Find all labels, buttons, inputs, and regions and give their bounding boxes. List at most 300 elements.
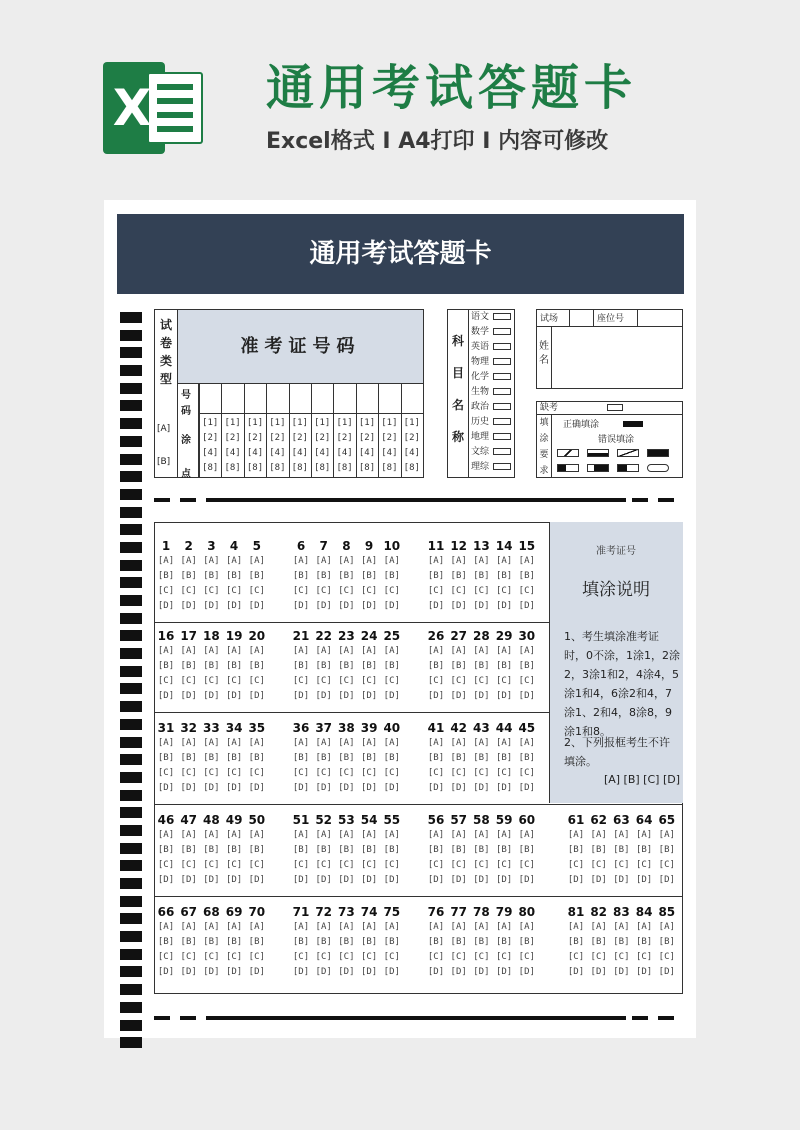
subject-checkbox[interactable] — [493, 418, 511, 425]
answer-bubble[interactable]: [D] — [292, 783, 310, 793]
answer-bubble[interactable]: [C] — [248, 586, 265, 596]
answer-bubble[interactable]: [C] — [495, 676, 513, 686]
answer-bubble[interactable]: [B] — [360, 661, 378, 671]
answer-bubble[interactable]: [D] — [225, 967, 243, 977]
answer-bubble[interactable]: [D] — [292, 691, 310, 701]
answer-bubble[interactable]: [D] — [427, 967, 445, 977]
answer-bubble[interactable]: [C] — [338, 768, 355, 778]
answer-bubble[interactable]: [D] — [338, 783, 355, 793]
answer-bubble[interactable]: [C] — [292, 768, 310, 778]
admission-digit[interactable]: [8] — [381, 463, 398, 473]
answer-bubble[interactable]: [D] — [427, 601, 445, 611]
answer-bubble[interactable]: [C] — [473, 952, 490, 962]
answer-bubble[interactable]: [A] — [315, 922, 332, 932]
answer-bubble[interactable]: [A] — [473, 646, 490, 656]
answer-bubble[interactable]: [C] — [225, 586, 243, 596]
answer-bubble[interactable]: [C] — [427, 952, 445, 962]
answer-bubble[interactable]: [A] — [450, 922, 467, 932]
answer-bubble[interactable]: [A] — [360, 922, 378, 932]
answer-bubble[interactable]: [D] — [450, 875, 467, 885]
answer-bubble[interactable]: [B] — [383, 845, 400, 855]
answer-bubble[interactable]: [A] — [518, 556, 535, 566]
answer-bubble[interactable]: [D] — [292, 601, 310, 611]
answer-bubble[interactable]: [D] — [495, 691, 513, 701]
answer-bubble[interactable]: [C] — [225, 768, 243, 778]
answer-bubble[interactable]: [B] — [495, 937, 513, 947]
admission-digit[interactable]: [8] — [246, 463, 264, 473]
answer-bubble[interactable]: [A] — [567, 922, 585, 932]
answer-bubble[interactable]: [D] — [157, 875, 175, 885]
answer-bubble[interactable]: [A] — [203, 830, 220, 840]
answer-bubble[interactable]: [C] — [248, 676, 265, 686]
answer-bubble[interactable]: [B] — [248, 753, 265, 763]
answer-bubble[interactable]: [C] — [450, 768, 467, 778]
answer-bubble[interactable]: [D] — [203, 783, 220, 793]
answer-bubble[interactable]: [C] — [495, 768, 513, 778]
answer-bubble[interactable]: [A] — [157, 738, 175, 748]
answer-bubble[interactable]: [B] — [203, 571, 220, 581]
admission-digit[interactable]: [8] — [291, 463, 308, 473]
answer-bubble[interactable]: [A] — [427, 830, 445, 840]
answer-bubble[interactable]: [B] — [315, 753, 332, 763]
answer-bubble[interactable]: [A] — [292, 556, 310, 566]
answer-bubble[interactable]: [C] — [248, 952, 265, 962]
answer-bubble[interactable]: [A] — [292, 830, 310, 840]
answer-bubble[interactable]: [D] — [427, 875, 445, 885]
answer-bubble[interactable]: [A] — [635, 830, 653, 840]
answer-bubble[interactable]: [C] — [473, 676, 490, 686]
answer-bubble[interactable]: [A] — [427, 646, 445, 656]
answer-bubble[interactable]: [D] — [315, 601, 332, 611]
answer-bubble[interactable]: [C] — [203, 676, 220, 686]
answer-bubble[interactable]: [B] — [518, 753, 535, 763]
answer-bubble[interactable]: [A] — [360, 738, 378, 748]
answer-bubble[interactable]: [D] — [338, 691, 355, 701]
subject-checkbox[interactable] — [493, 328, 511, 335]
answer-bubble[interactable]: [C] — [360, 952, 378, 962]
admission-digit[interactable]: [1] — [336, 418, 353, 428]
answer-bubble[interactable]: [A] — [383, 922, 400, 932]
answer-bubble[interactable]: [C] — [338, 952, 355, 962]
answer-bubble[interactable]: [C] — [180, 952, 197, 962]
answer-bubble[interactable]: [A] — [180, 738, 197, 748]
answer-bubble[interactable]: [B] — [315, 661, 332, 671]
answer-bubble[interactable]: [C] — [180, 586, 197, 596]
answer-bubble[interactable]: [D] — [495, 783, 513, 793]
answer-bubble[interactable]: [C] — [315, 768, 332, 778]
admission-digit[interactable]: [1] — [202, 418, 219, 428]
admission-digit[interactable]: [1] — [403, 418, 420, 428]
answer-bubble[interactable]: [B] — [427, 753, 445, 763]
answer-bubble[interactable]: [C] — [157, 676, 175, 686]
answer-bubble[interactable]: [A] — [203, 922, 220, 932]
answer-bubble[interactable]: [A] — [427, 922, 445, 932]
answer-bubble[interactable]: [A] — [360, 556, 378, 566]
answer-bubble[interactable]: [D] — [473, 601, 490, 611]
answer-bubble[interactable]: [D] — [450, 967, 467, 977]
subject-checkbox[interactable] — [493, 343, 511, 350]
answer-bubble[interactable]: [B] — [338, 571, 355, 581]
answer-bubble[interactable]: [C] — [450, 952, 467, 962]
admission-digit[interactable]: [4] — [246, 448, 264, 458]
subject-checkbox[interactable] — [493, 448, 511, 455]
answer-bubble[interactable]: [D] — [473, 967, 490, 977]
answer-bubble[interactable]: [C] — [383, 768, 400, 778]
answer-bubble[interactable]: [B] — [315, 937, 332, 947]
admission-digit[interactable]: [8] — [202, 463, 219, 473]
answer-bubble[interactable]: [A] — [180, 922, 197, 932]
answer-bubble[interactable]: [A] — [157, 556, 175, 566]
answer-bubble[interactable]: [A] — [473, 738, 490, 748]
answer-bubble[interactable]: [D] — [590, 967, 607, 977]
answer-bubble[interactable]: [D] — [315, 783, 332, 793]
answer-bubble[interactable]: [D] — [518, 783, 535, 793]
answer-bubble[interactable]: [D] — [590, 875, 607, 885]
answer-bubble[interactable]: [B] — [635, 937, 653, 947]
answer-bubble[interactable]: [D] — [450, 783, 467, 793]
answer-bubble[interactable]: [B] — [613, 937, 630, 947]
answer-bubble[interactable]: [A] — [495, 556, 513, 566]
answer-bubble[interactable]: [A] — [180, 556, 197, 566]
admission-digit[interactable]: [2] — [224, 433, 241, 443]
answer-bubble[interactable]: [D] — [157, 967, 175, 977]
answer-bubble[interactable]: [C] — [248, 860, 265, 870]
answer-bubble[interactable]: [B] — [292, 937, 310, 947]
answer-bubble[interactable]: [C] — [635, 860, 653, 870]
admission-digit[interactable]: [1] — [224, 418, 241, 428]
answer-bubble[interactable]: [B] — [248, 571, 265, 581]
subject-checkbox[interactable] — [493, 403, 511, 410]
answer-bubble[interactable]: [D] — [180, 691, 197, 701]
answer-bubble[interactable]: [B] — [225, 753, 243, 763]
answer-bubble[interactable]: [D] — [495, 967, 513, 977]
answer-bubble[interactable]: [D] — [518, 601, 535, 611]
answer-bubble[interactable]: [B] — [495, 661, 513, 671]
answer-bubble[interactable]: [D] — [157, 783, 175, 793]
answer-bubble[interactable]: [B] — [180, 845, 197, 855]
answer-bubble[interactable]: [D] — [292, 967, 310, 977]
answer-bubble[interactable]: [C] — [360, 676, 378, 686]
answer-bubble[interactable]: [C] — [635, 952, 653, 962]
admission-digit[interactable]: [4] — [381, 448, 398, 458]
answer-bubble[interactable]: [B] — [292, 845, 310, 855]
answer-bubble[interactable]: [B] — [590, 937, 607, 947]
answer-bubble[interactable]: [B] — [338, 937, 355, 947]
answer-bubble[interactable]: [C] — [383, 586, 400, 596]
answer-bubble[interactable]: [A] — [450, 830, 467, 840]
answer-bubble[interactable]: [D] — [658, 875, 675, 885]
answer-bubble[interactable]: [A] — [203, 738, 220, 748]
answer-bubble[interactable]: [B] — [427, 571, 445, 581]
answer-bubble[interactable]: [A] — [473, 556, 490, 566]
answer-bubble[interactable]: [C] — [658, 952, 675, 962]
answer-bubble[interactable]: [A] — [360, 646, 378, 656]
answer-bubble[interactable]: [B] — [248, 661, 265, 671]
answer-bubble[interactable]: [B] — [360, 571, 378, 581]
answer-bubble[interactable]: [B] — [473, 661, 490, 671]
answer-bubble[interactable]: [C] — [157, 586, 175, 596]
answer-bubble[interactable]: [C] — [203, 860, 220, 870]
answer-bubble[interactable]: [D] — [157, 601, 175, 611]
answer-bubble[interactable]: [A] — [518, 922, 535, 932]
answer-bubble[interactable]: [A] — [338, 830, 355, 840]
answer-bubble[interactable]: [C] — [203, 586, 220, 596]
answer-bubble[interactable]: [B] — [518, 661, 535, 671]
answer-bubble[interactable]: [B] — [658, 845, 675, 855]
answer-bubble[interactable]: [D] — [613, 967, 630, 977]
answer-bubble[interactable]: [C] — [613, 860, 630, 870]
admission-digit[interactable]: [2] — [291, 433, 308, 443]
answer-bubble[interactable]: [A] — [225, 556, 243, 566]
answer-bubble[interactable]: [C] — [225, 676, 243, 686]
answer-bubble[interactable]: [A] — [427, 738, 445, 748]
answer-bubble[interactable]: [B] — [225, 937, 243, 947]
answer-bubble[interactable]: [B] — [292, 753, 310, 763]
answer-bubble[interactable]: [C] — [383, 860, 400, 870]
answer-bubble[interactable]: [C] — [315, 676, 332, 686]
answer-bubble[interactable]: [C] — [225, 860, 243, 870]
answer-bubble[interactable]: [B] — [450, 571, 467, 581]
answer-bubble[interactable]: [B] — [427, 937, 445, 947]
admission-digit[interactable]: [2] — [246, 433, 264, 443]
admission-digit[interactable]: [2] — [314, 433, 331, 443]
answer-bubble[interactable]: [B] — [180, 753, 197, 763]
answer-bubble[interactable]: [C] — [315, 860, 332, 870]
answer-bubble[interactable]: [D] — [427, 783, 445, 793]
answer-bubble[interactable]: [A] — [157, 922, 175, 932]
answer-bubble[interactable]: [B] — [180, 937, 197, 947]
answer-bubble[interactable]: [A] — [292, 922, 310, 932]
answer-bubble[interactable]: [A] — [590, 830, 607, 840]
answer-bubble[interactable]: [D] — [383, 783, 400, 793]
answer-bubble[interactable]: [B] — [518, 571, 535, 581]
answer-bubble[interactable]: [B] — [315, 571, 332, 581]
answer-bubble[interactable]: [A] — [248, 556, 265, 566]
admission-digit[interactable]: [4] — [202, 448, 219, 458]
answer-bubble[interactable]: [A] — [225, 738, 243, 748]
answer-bubble[interactable]: [C] — [658, 860, 675, 870]
answer-bubble[interactable]: [B] — [427, 845, 445, 855]
answer-bubble[interactable]: [C] — [315, 586, 332, 596]
answer-bubble[interactable]: [D] — [180, 783, 197, 793]
answer-bubble[interactable]: [C] — [292, 952, 310, 962]
answer-bubble[interactable]: [C] — [495, 860, 513, 870]
answer-bubble[interactable]: [B] — [180, 571, 197, 581]
answer-bubble[interactable]: [B] — [635, 845, 653, 855]
answer-bubble[interactable]: [B] — [590, 845, 607, 855]
answer-bubble[interactable]: [D] — [248, 967, 265, 977]
answer-bubble[interactable]: [D] — [203, 601, 220, 611]
answer-bubble[interactable]: [B] — [203, 845, 220, 855]
answer-bubble[interactable]: [D] — [473, 783, 490, 793]
admission-digit[interactable]: [2] — [269, 433, 286, 443]
admission-digit[interactable]: [4] — [314, 448, 331, 458]
subject-checkbox[interactable] — [493, 373, 511, 380]
answer-bubble[interactable]: [B] — [567, 845, 585, 855]
answer-bubble[interactable]: [D] — [203, 875, 220, 885]
absent-checkbox[interactable] — [607, 404, 623, 411]
answer-bubble[interactable]: [B] — [473, 937, 490, 947]
answer-bubble[interactable]: [B] — [427, 661, 445, 671]
admission-digit[interactable]: [4] — [358, 448, 376, 458]
answer-bubble[interactable]: [D] — [383, 967, 400, 977]
answer-bubble[interactable]: [D] — [567, 967, 585, 977]
answer-bubble[interactable]: [C] — [427, 586, 445, 596]
answer-bubble[interactable]: [B] — [567, 937, 585, 947]
answer-bubble[interactable]: [C] — [450, 676, 467, 686]
answer-bubble[interactable]: [A] — [248, 646, 265, 656]
answer-bubble[interactable]: [B] — [157, 845, 175, 855]
answer-bubble[interactable]: [A] — [225, 646, 243, 656]
answer-bubble[interactable]: [B] — [157, 661, 175, 671]
answer-bubble[interactable]: [B] — [495, 571, 513, 581]
answer-bubble[interactable]: [D] — [248, 691, 265, 701]
answer-bubble[interactable]: [D] — [315, 691, 332, 701]
answer-bubble[interactable]: [B] — [383, 571, 400, 581]
answer-bubble[interactable]: [D] — [248, 875, 265, 885]
answer-bubble[interactable]: [C] — [203, 952, 220, 962]
answer-bubble[interactable]: [A] — [495, 830, 513, 840]
admission-digit[interactable]: [2] — [381, 433, 398, 443]
answer-bubble[interactable]: [C] — [590, 952, 607, 962]
admission-digit[interactable]: [1] — [269, 418, 286, 428]
answer-bubble[interactable]: [C] — [360, 586, 378, 596]
answer-bubble[interactable]: [C] — [518, 860, 535, 870]
answer-bubble[interactable]: [C] — [315, 952, 332, 962]
answer-bubble[interactable]: [C] — [157, 860, 175, 870]
answer-bubble[interactable]: [D] — [157, 691, 175, 701]
answer-bubble[interactable]: [A] — [315, 646, 332, 656]
answer-bubble[interactable]: [B] — [473, 845, 490, 855]
answer-bubble[interactable]: [A] — [450, 556, 467, 566]
answer-bubble[interactable]: [C] — [248, 768, 265, 778]
answer-bubble[interactable]: [C] — [338, 676, 355, 686]
answer-bubble[interactable]: [D] — [248, 783, 265, 793]
admission-digit[interactable]: [4] — [291, 448, 308, 458]
answer-bubble[interactable]: [A] — [518, 738, 535, 748]
answer-bubble[interactable]: [D] — [518, 691, 535, 701]
answer-bubble[interactable]: [C] — [292, 586, 310, 596]
answer-bubble[interactable]: [B] — [473, 753, 490, 763]
answer-bubble[interactable]: [D] — [495, 875, 513, 885]
admission-digit[interactable]: [1] — [291, 418, 308, 428]
answer-bubble[interactable]: [B] — [203, 937, 220, 947]
answer-bubble[interactable]: [D] — [360, 783, 378, 793]
admission-digit[interactable]: [8] — [336, 463, 353, 473]
answer-bubble[interactable]: [B] — [473, 571, 490, 581]
answer-bubble[interactable]: [C] — [473, 768, 490, 778]
answer-bubble[interactable]: [B] — [518, 845, 535, 855]
answer-bubble[interactable]: [A] — [248, 738, 265, 748]
answer-bubble[interactable]: [D] — [567, 875, 585, 885]
answer-bubble[interactable]: [C] — [518, 952, 535, 962]
answer-bubble[interactable]: [A] — [338, 646, 355, 656]
answer-bubble[interactable]: [B] — [383, 937, 400, 947]
answer-bubble[interactable]: [D] — [315, 875, 332, 885]
answer-bubble[interactable]: [D] — [360, 875, 378, 885]
answer-bubble[interactable]: [C] — [613, 952, 630, 962]
subject-checkbox[interactable] — [493, 433, 511, 440]
answer-bubble[interactable]: [D] — [473, 691, 490, 701]
admission-digit[interactable]: [2] — [202, 433, 219, 443]
answer-bubble[interactable]: [B] — [360, 845, 378, 855]
answer-bubble[interactable]: [A] — [157, 830, 175, 840]
admission-digit[interactable]: [8] — [224, 463, 241, 473]
admission-digit[interactable]: [1] — [314, 418, 331, 428]
answer-bubble[interactable]: [A] — [473, 922, 490, 932]
answer-bubble[interactable]: [D] — [360, 967, 378, 977]
answer-bubble[interactable]: [B] — [203, 661, 220, 671]
answer-bubble[interactable]: [D] — [338, 875, 355, 885]
answer-bubble[interactable]: [A] — [225, 922, 243, 932]
answer-bubble[interactable]: [C] — [203, 768, 220, 778]
answer-bubble[interactable]: [A] — [315, 738, 332, 748]
answer-bubble[interactable]: [A] — [567, 830, 585, 840]
answer-bubble[interactable]: [B] — [658, 937, 675, 947]
answer-bubble[interactable]: [C] — [450, 860, 467, 870]
answer-bubble[interactable]: [D] — [338, 967, 355, 977]
answer-bubble[interactable]: [B] — [248, 937, 265, 947]
answer-bubble[interactable]: [D] — [203, 691, 220, 701]
answer-bubble[interactable]: [D] — [450, 691, 467, 701]
answer-bubble[interactable]: [B] — [613, 845, 630, 855]
answer-bubble[interactable]: [B] — [495, 753, 513, 763]
answer-bubble[interactable]: [A] — [473, 830, 490, 840]
admission-digit[interactable]: [4] — [224, 448, 241, 458]
answer-bubble[interactable]: [C] — [518, 768, 535, 778]
answer-bubble[interactable]: [D] — [427, 691, 445, 701]
answer-bubble[interactable]: [C] — [180, 768, 197, 778]
answer-bubble[interactable]: [A] — [292, 646, 310, 656]
paper-type-b[interactable]: [B] — [157, 457, 171, 467]
subject-checkbox[interactable] — [493, 463, 511, 470]
answer-bubble[interactable]: [C] — [157, 952, 175, 962]
answer-bubble[interactable]: [B] — [248, 845, 265, 855]
answer-bubble[interactable]: [C] — [180, 676, 197, 686]
answer-bubble[interactable]: [D] — [225, 875, 243, 885]
answer-bubble[interactable]: [A] — [338, 556, 355, 566]
answer-bubble[interactable]: [B] — [157, 571, 175, 581]
answer-bubble[interactable]: [A] — [383, 738, 400, 748]
answer-bubble[interactable]: [D] — [658, 967, 675, 977]
answer-bubble[interactable]: [A] — [383, 646, 400, 656]
admission-digit[interactable]: [8] — [314, 463, 331, 473]
answer-bubble[interactable]: [A] — [383, 556, 400, 566]
answer-bubble[interactable]: [C] — [338, 586, 355, 596]
answer-bubble[interactable]: [D] — [495, 601, 513, 611]
answer-bubble[interactable]: [D] — [180, 967, 197, 977]
answer-bubble[interactable]: [C] — [157, 768, 175, 778]
answer-bubble[interactable]: [D] — [225, 691, 243, 701]
answer-bubble[interactable]: [A] — [590, 922, 607, 932]
admission-digit[interactable]: [2] — [336, 433, 353, 443]
answer-bubble[interactable]: [A] — [383, 830, 400, 840]
admission-digit[interactable]: [2] — [358, 433, 376, 443]
answer-bubble[interactable]: [D] — [180, 601, 197, 611]
answer-bubble[interactable]: [B] — [292, 661, 310, 671]
answer-bubble[interactable]: [A] — [203, 646, 220, 656]
answer-bubble[interactable]: [D] — [315, 967, 332, 977]
answer-bubble[interactable]: [A] — [495, 922, 513, 932]
answer-bubble[interactable]: [B] — [157, 937, 175, 947]
answer-bubble[interactable]: [C] — [360, 860, 378, 870]
answer-bubble[interactable]: [A] — [292, 738, 310, 748]
answer-bubble[interactable]: [A] — [248, 830, 265, 840]
answer-bubble[interactable]: [A] — [338, 922, 355, 932]
answer-bubble[interactable]: [B] — [225, 661, 243, 671]
admission-digit[interactable]: [4] — [269, 448, 286, 458]
answer-bubble[interactable]: [C] — [567, 952, 585, 962]
